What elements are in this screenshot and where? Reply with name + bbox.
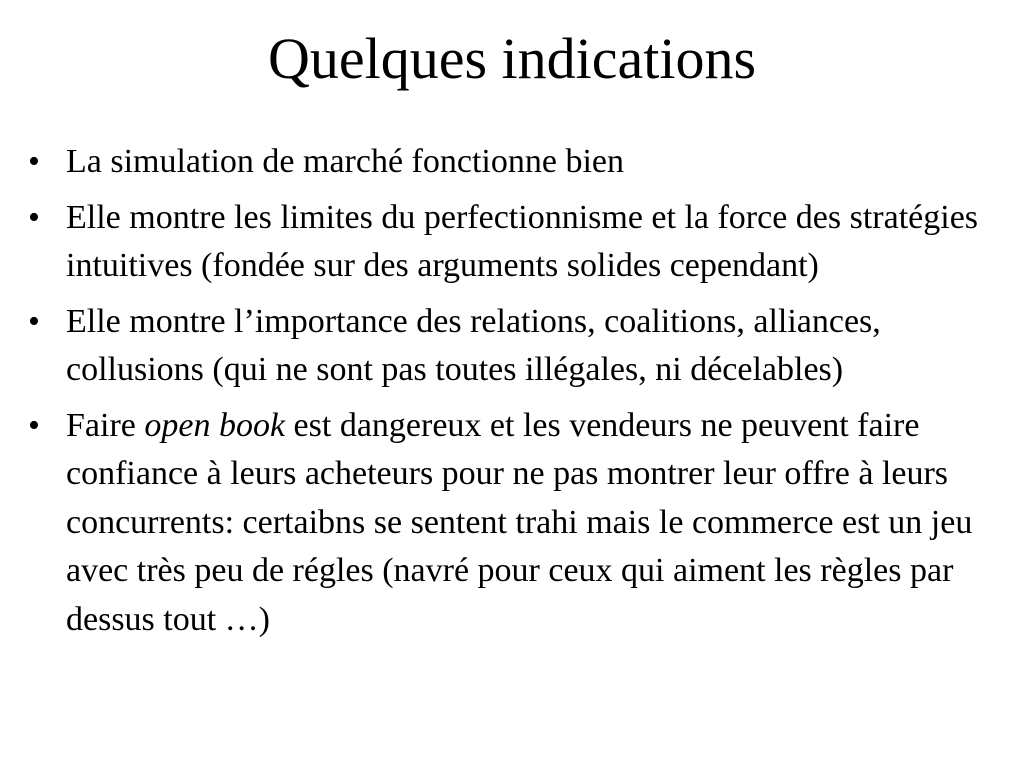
bullet-list xyxy=(28,138,1003,651)
bullet-marker: • xyxy=(28,143,40,180)
bullet-text: Elle montre les limites du perfectionnisme et la force des stratégies intuitives (fondée sur des arguments solides cependant) xyxy=(66,198,979,284)
bullet-text: Elle montre l’importance des relations, coalitions, alliances, collusions (qui ne sont pas toutes illégales, ni décelables) xyxy=(66,302,881,388)
bullet-text-suffix: est dangereux et les vendeurs ne peuvent faire confiance à leurs acheteurs pour ne pas montrer leur offre à leurs concurrents: certaibns se sentent trahi mais le commerce est un jeu avec très peu de régles (navré pour ceux qui aiment les règles par dessus tout …) xyxy=(66,406,973,638)
bullet-marker: • xyxy=(28,406,40,444)
bullet-marker: • xyxy=(28,198,40,236)
bullet-item xyxy=(28,194,1003,291)
bullet-item xyxy=(28,298,1003,395)
bullet-text: La simulation de marché fonctionne bien xyxy=(66,143,624,180)
bullet-item xyxy=(28,402,1003,645)
bullet-item xyxy=(28,138,1003,187)
bullet-text-emphasis: open book xyxy=(144,406,286,444)
bullet-text-prefix: Faire xyxy=(66,406,145,444)
slide-title: Quelques indications xyxy=(267,26,757,91)
bullet-marker: • xyxy=(28,302,40,340)
